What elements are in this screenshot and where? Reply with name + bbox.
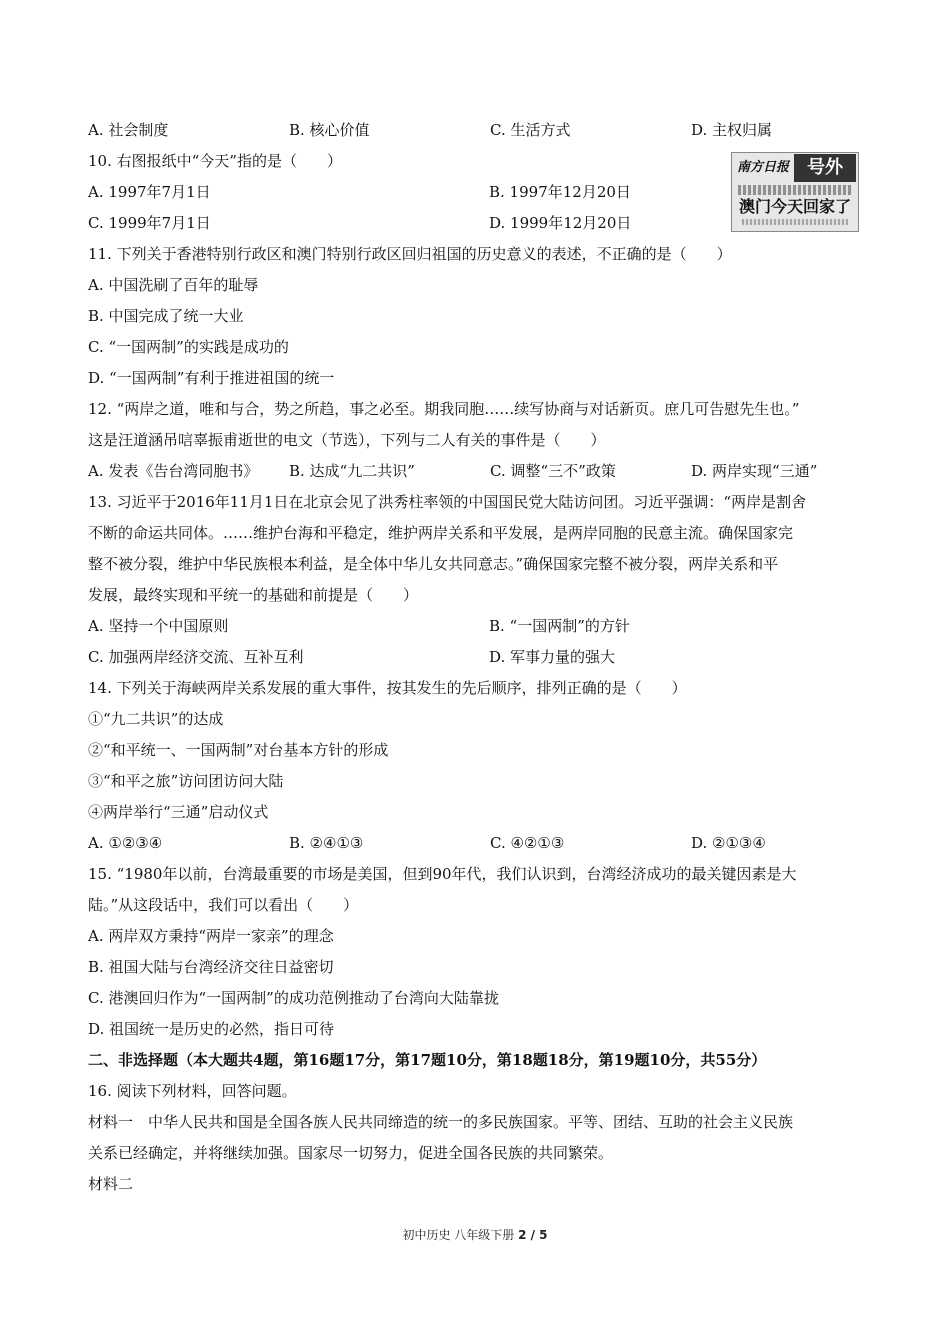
q16-material1-line2: 关系已经确定，并将继续加强。国家尽一切努力，促进全国各民族的共同繁荣。: [88, 1144, 614, 1162]
q13-stem-line4: 发展，最终实现和平统一的基础和前提是（ ）: [88, 586, 419, 604]
q11-option-b: B. 中国完成了统一大业: [88, 307, 244, 325]
q12-option-a: A. 发表《告台湾同胞书》: [88, 462, 259, 480]
q14-options: [88, 828, 868, 859]
q13-stem-line1: 13. 习近平于2016年11月1日在北京会见了洪秀柱率领的中国国民党大陆访问团。习近平强调：“两岸是割舍: [88, 493, 807, 511]
q12-stem-line2: 这是汪道涵吊唁辜振甫逝世的电文（节选），下列与二人有关的事件是（ ）: [88, 431, 606, 449]
page-footer: [0, 1226, 950, 1243]
q11-option-d: D. “一国两制”有利于推进祖国的统一: [88, 369, 335, 387]
q15-option-c: C. 港澳回归作为“一国两制”的成功范例推动了台湾向大陆靠拢: [88, 989, 499, 1007]
q11-option-c: C. “一国两制”的实践是成功的: [88, 338, 289, 356]
q14-option-a: A. ①②③④: [88, 834, 163, 852]
q10-option-b: B. 1997年12月20日: [489, 183, 631, 201]
q9-option-d: D. 主权归属: [691, 121, 773, 139]
q11-stem: 11. 下列关于香港特别行政区和澳门特别行政区回归祖国的历史意义的表述，不正确的是（ ）: [88, 245, 732, 263]
q13-options-row1: [88, 611, 868, 642]
q13-option-d: D. 军事力量的强大: [489, 648, 616, 666]
q12-option-d: D. 两岸实现“三通”: [691, 462, 818, 480]
q13-option-c: C. 加强两岸经济交流、互补互利: [88, 648, 304, 666]
q14-option-b: B. ②④①③: [289, 834, 364, 852]
q14-item-3: ③“和平之旅”访问团访问大陆: [88, 772, 284, 790]
newspaper-extra-badge: 号外: [794, 154, 856, 182]
q15-option-d: D. 祖国统一是历史的必然，指日可待: [88, 1020, 335, 1038]
q10-option-a: A. 1997年7月1日: [88, 183, 211, 201]
q12-option-b: B. 达成“九二共识”: [289, 462, 415, 480]
q14-stem: 14. 下列关于海峡两岸关系发展的重大事件，按其发生的先后顺序，排列正确的是（ ）: [88, 679, 687, 697]
q9-option-c: C. 生活方式: [490, 121, 571, 139]
q14-item-2: ②“和平统一、一国两制”对台基本方针的形成: [88, 741, 389, 759]
q15-stem-line1: 15. “1980年以前，台湾最重要的市场是美国，但到90年代，我们认识到，台湾经济成功的最关键因素是大: [88, 865, 797, 883]
q13-option-b: B. “一国两制”的方针: [489, 617, 630, 635]
q13-options-row2: [88, 642, 868, 673]
q9-option-a: A. 社会制度: [88, 121, 169, 139]
newspaper-footer-text: [742, 219, 848, 225]
footer-subject: 初中历史 八年级下册: [402, 1228, 519, 1242]
q14-option-c: C. ④②①③: [490, 834, 565, 852]
q11-option-a: A. 中国洗刷了百年的耻辱: [88, 276, 259, 294]
q10-option-d: D. 1999年12月20日: [489, 214, 632, 232]
footer-page-number: 2 / 5: [518, 1228, 548, 1242]
q13-option-a: A. 坚持一个中国原则: [88, 617, 229, 635]
q15-option-a: A. 两岸双方秉持“两岸一家亲”的理念: [88, 927, 334, 945]
q14-option-d: D. ②①③④: [691, 834, 766, 852]
q14-item-1: ①“九二共识”的达成: [88, 710, 224, 728]
q16-material1-line1: 材料一 中华人民共和国是全国各族人民共同缔造的统一的多民族国家。平等、团结、互助的社会主义民族: [88, 1113, 794, 1131]
newspaper-headline: 澳门今天回家了: [738, 197, 851, 216]
q13-stem-line2: 不断的命运共同体。……维护台海和平稳定，维护两岸关系和平发展，是两岸同胞的民意主流。确保国家完: [88, 524, 794, 542]
q12-option-c: C. 调整“三不”政策: [490, 462, 616, 480]
q9-options: [88, 115, 868, 146]
section2-title: 二、非选择题（本大题共4题，第16题17分，第17题10分，第18题18分，第19题10分，共55分）: [88, 1051, 767, 1069]
q10-option-c: C. 1999年7月1日: [88, 214, 211, 232]
newspaper-subtext: [738, 185, 852, 195]
q15-option-b: B. 祖国大陆与台湾经济交往日益密切: [88, 958, 334, 976]
q12-stem-line1: 12. “两岸之道，唯和与合，势之所趋，事之必至。期我同胞……续写协商与对话新页。庶几可告慰先生也。”: [88, 400, 800, 418]
exam-page: [88, 115, 868, 1200]
q16-material2-label: 材料二: [88, 1175, 134, 1193]
q10-stem: 10. 右图报纸中“今天”指的是（ ）: [88, 152, 342, 170]
q15-stem-line2: 陆。”从这段话中，我们可以看出（ ）: [88, 896, 359, 914]
q12-options: [88, 456, 868, 487]
q9-option-b: B. 核心价值: [289, 121, 370, 139]
newspaper-image: [731, 152, 859, 232]
newspaper-title: 南方日报: [736, 160, 789, 175]
q13-stem-line3: 整不被分裂，维护中华民族根本利益，是全体中华儿女共同意志。”确保国家完整不被分裂，两岸关系和平: [88, 555, 779, 573]
q14-item-4: ④两岸举行“三通”启动仪式: [88, 803, 269, 821]
q16-stem: 16. 阅读下列材料，回答问题。: [88, 1082, 297, 1100]
